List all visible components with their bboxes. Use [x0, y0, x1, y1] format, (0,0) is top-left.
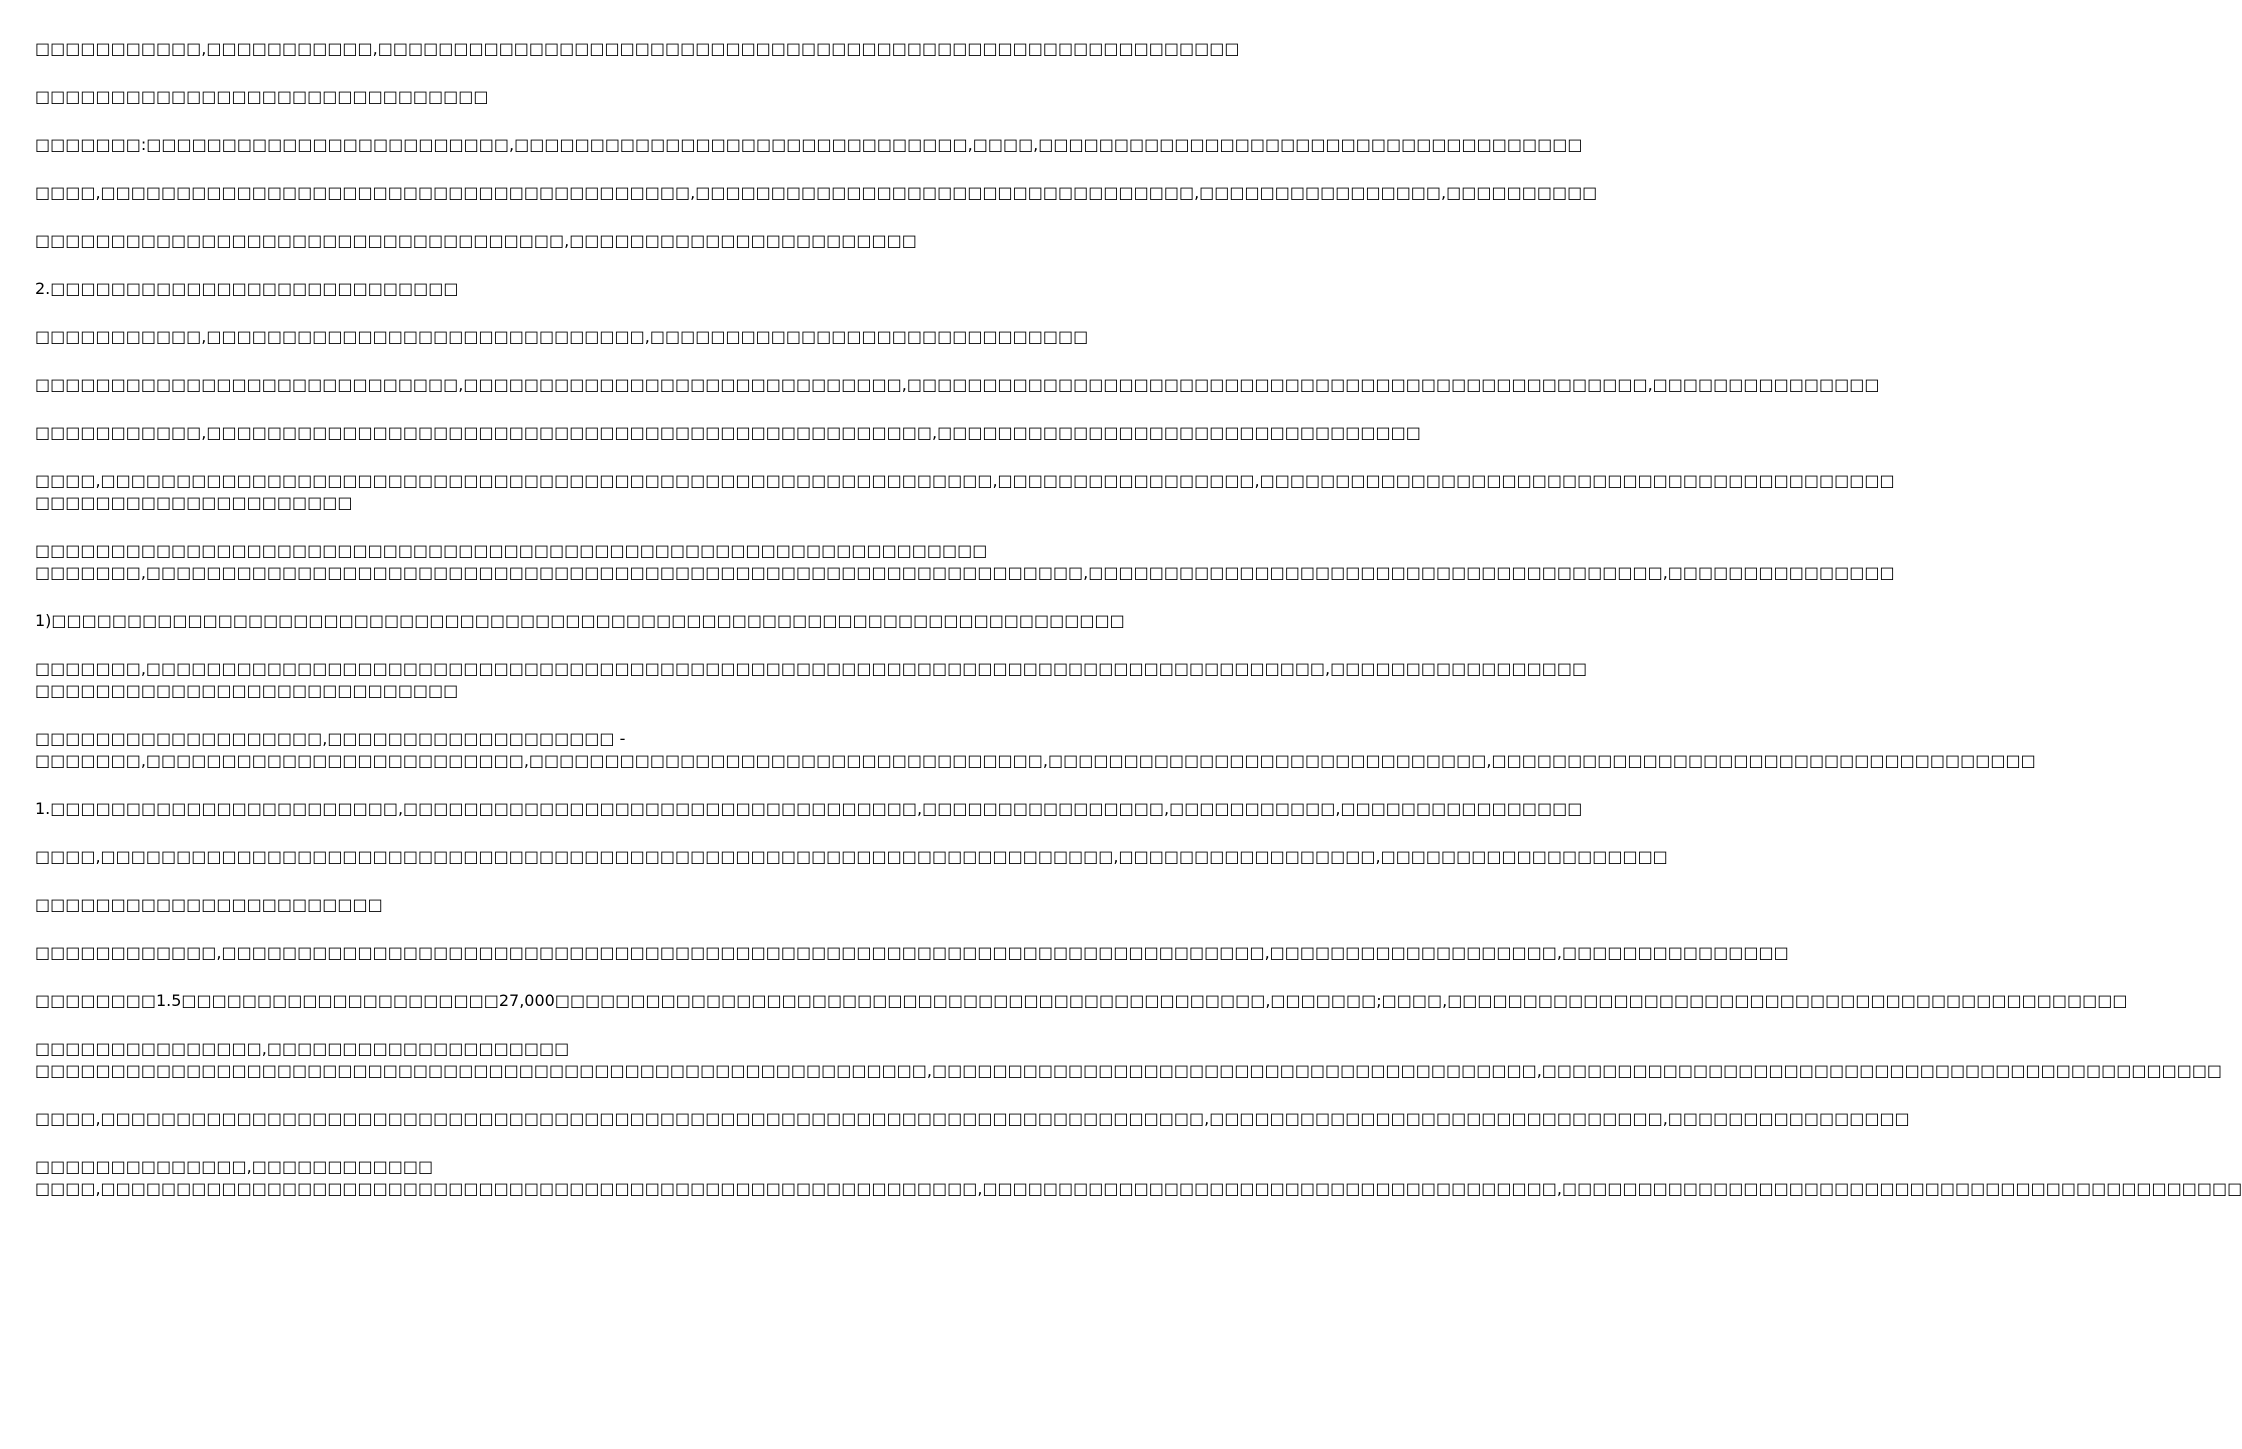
paragraph [35, 86, 990, 108]
text-line: □□□□□□□□□□□□□□□□□□□□□□□□□□□□□□□□□□□,□□□□□□□□□□□□□□□□□□□□□□□ [35, 231, 917, 250]
paragraph [35, 540, 1895, 584]
text-line: □□□□,□□□□□□□□□□□□□□□□□□□□□□□□□□□□□□□□□□□□□□□,□□□□□□□□□□□□□□□□□□□□□□□□□□□□□□□□□,□□□□□□□□□□□□□□□□,□□□□□□□□□□ [35, 183, 1598, 202]
paragraph [35, 728, 2036, 772]
paragraph [35, 374, 1880, 396]
paragraph [35, 470, 1895, 514]
text-line: □□□□□□□□□□□□□□□□□□□□□□□□□□□□□□□□□□□□□□□□□□□□□□□□□□□□□□□□□□□□□□□ [35, 541, 988, 560]
paragraph [35, 942, 1789, 964]
paragraph [35, 894, 990, 916]
paragraph [35, 658, 1588, 702]
text-line: 1.□□□□□□□□□□□□□□□□□□□□□□□,□□□□□□□□□□□□□□□□□□□□□□□□□□□□□□□□□□,□□□□□□□□□□□□□□□□,□□□□□□□□□□□,□□□□□□□□□□□□□□□□ [35, 799, 1583, 818]
text-line: □□□□□□□□□□□□□□□□□□□□□□□□□□□□□□□□□□□□□□□□□□□□□□□□□□□□□□□□□□□,□□□□□□□□□□□□□□□□□□□□□□□□□□□□□□□□□□□□□□□□,□□□□□□□□□□□□□□□□□□□□□□□□□□□□□□□□□□□□□□□□□□□□□ [35, 1061, 2223, 1080]
paragraph [35, 990, 2128, 1012]
paragraph [35, 422, 1421, 444]
document-page [35, 38, 2242, 1226]
text-line: □□□□□□□□□□□□,□□□□□□□□□□□□□□□□□□□□□□□□□□□□□□□□□□□□□□□□□□□□□□□□□□□□□□□□□□□□□□□□□□□□□,□□□□□□□□□□□□□□□□□□□,□□□□□□□□□□□□□□□ [35, 943, 1789, 962]
text-line: □□□□□□□□□□□□□□□□□□□□□ [35, 493, 353, 512]
paragraph [35, 846, 1668, 868]
paragraph [35, 1108, 1910, 1130]
text-line: 1)□□□□□□□□□□□□□□□□□□□□□□□□□□□□□□□□□□□□□□□□□□□□□□□□□□□□□□□□□□□□□□□□□□□□□□□ [35, 611, 1125, 630]
text-line: □□□□□□□,□□□□□□□□□□□□□□□□□□□□□□□□□□□□□□□□□□□□□□□□□□□□□□□□□□□□□□□□□□□□□□,□□□□□□□□□□□□□□□□□□□□□□□□□□□□□□□□□□□□□□,□□□□□□□□□□□□□□□ [35, 563, 1895, 582]
paragraph [35, 134, 1583, 156]
text-line: □□□□□□□□1.5□□□□□□□□□□□□□□□□□□□□□27,000□□□□□□□□□□□□□□□□□□□□□□□□□□□□□□□□□□□□□□□□□□□□□□□,□□□□□□□;□□□□,□□□□□□□□□□□□□□□□□□□□□□□□□□□□□□□□□□□□□□□□□□□□□ [35, 991, 2128, 1010]
text-line: □□□□□□□□□□□□□□□□□□□□□□□□□□□□□□ [35, 87, 489, 106]
paragraph [35, 1038, 2223, 1082]
text-line: □□□□□□□□□□□,□□□□□□□□□□□□□□□□□□□□□□□□□□□□□,□□□□□□□□□□□□□□□□□□□□□□□□□□□□□ [35, 327, 1089, 346]
text-line: □□□□□□□□□□□□□□,□□□□□□□□□□□□ [35, 1157, 434, 1176]
text-line: □□□□□□□:□□□□□□□□□□□□□□□□□□□□□□□□,□□□□□□□□□□□□□□□□□□□□□□□□□□□□□□,□□□□,□□□□□□□□□□□□□□□□□□□□□□□□□□□□□□□□□□□□ [35, 135, 1583, 154]
text-line: □□□□,□□□□□□□□□□□□□□□□□□□□□□□□□□□□□□□□□□□□□□□□□□□□□□□□□□□□□□□□□□,□□□□□□□□□□□□□□□□□□□□□□□□□□□□□□□□□□□□□□,□□□□□□□□□□□□□□□□□□□□□□□□□□□□□□□□□□□□□□□□□□□□□ [35, 1179, 2242, 1198]
text-line: □□□□□□□□□□□□□□□,□□□□□□□□□□□□□□□□□□□□ [35, 1039, 570, 1058]
text-line: □□□□□□□□□□□□□□□□□□□□□□□□□□□□,□□□□□□□□□□□□□□□□□□□□□□□□□□□□□,□□□□□□□□□□□□□□□□□□□□□□□□□□□□□□□□□□□□□□□□□□□□□□□□□,□□□□□□□□□□□□□□□ [35, 375, 1880, 394]
text-line: □□□□□□□□□□□□□□□□□□□□□□□□□□□□ [35, 681, 459, 700]
paragraph [35, 326, 1089, 348]
paragraph [35, 182, 1598, 204]
paragraph [35, 38, 1240, 60]
paragraph [35, 610, 1125, 632]
paragraph [35, 798, 1583, 820]
text-line: □□□□,□□□□□□□□□□□□□□□□□□□□□□□□□□□□□□□□□□□□□□□□□□□□□□□□□□□□□□□□□□□□□□□□□□□,□□□□□□□□□□□□□□□□□,□□□□□□□□□□□□□□□□□□□ [35, 847, 1668, 866]
text-line: □□□□□□□□□□□,□□□□□□□□□□□,□□□□□□□□□□□□□□□□□□□□□□□□□□□□□□□□□□□□□□□□□□□□□□□□□□□□□□□□□ [35, 39, 1240, 58]
text-line: □□□□□□□□□□□,□□□□□□□□□□□□□□□□□□□□□□□□□□□□□□□□□□□□□□□□□□□□□□□□,□□□□□□□□□□□□□□□□□□□□□□□□□□□□□□□□ [35, 423, 1421, 442]
text-line: □□□□□□□□□□□□□□□□□□□,□□□□□□□□□□□□□□□□□□□ - [35, 729, 626, 748]
paragraph [35, 230, 990, 252]
paragraph [35, 1156, 2242, 1200]
text-line: □□□□□□□,□□□□□□□□□□□□□□□□□□□□□□□□□,□□□□□□□□□□□□□□□□□□□□□□□□□□□□□□□□□□,□□□□□□□□□□□□□□□□□□□□□□□□□□□□□,□□□□□□□□□□□□□□□□□□□□□□□□□□□□□□□□□□□□ [35, 751, 2036, 770]
text-line: □□□□,□□□□□□□□□□□□□□□□□□□□□□□□□□□□□□□□□□□□□□□□□□□□□□□□□□□□□□□□□□□□□□□□□□□□□□□□□,□□□□□□□□□□□□□□□□□□□□□□□□□□□□□□,□□□□□□□□□□□□□□□□ [35, 1109, 1910, 1128]
text-line: □□□□□□□□□□□□□□□□□□□□□□□ [35, 895, 383, 914]
text-line: 2.□□□□□□□□□□□□□□□□□□□□□□□□□□□ [35, 279, 459, 298]
text-line: □□□□,□□□□□□□□□□□□□□□□□□□□□□□□□□□□□□□□□□□□□□□□□□□□□□□□□□□□□□□□□□□,□□□□□□□□□□□□□□□□□,□□□□□□□□□□□□□□□□□□□□□□□□□□□□□□□□□□□□□□□□□□ [35, 471, 1895, 490]
text-line: □□□□□□□,□□□□□□□□□□□□□□□□□□□□□□□□□□□□□□□□□□□□□□□□□□□□□□□□□□□□□□□□□□□□□□□□□□□□□□□□□□□□□□,□□□□□□□□□□□□□□□□□ [35, 659, 1588, 678]
paragraph [35, 278, 990, 300]
